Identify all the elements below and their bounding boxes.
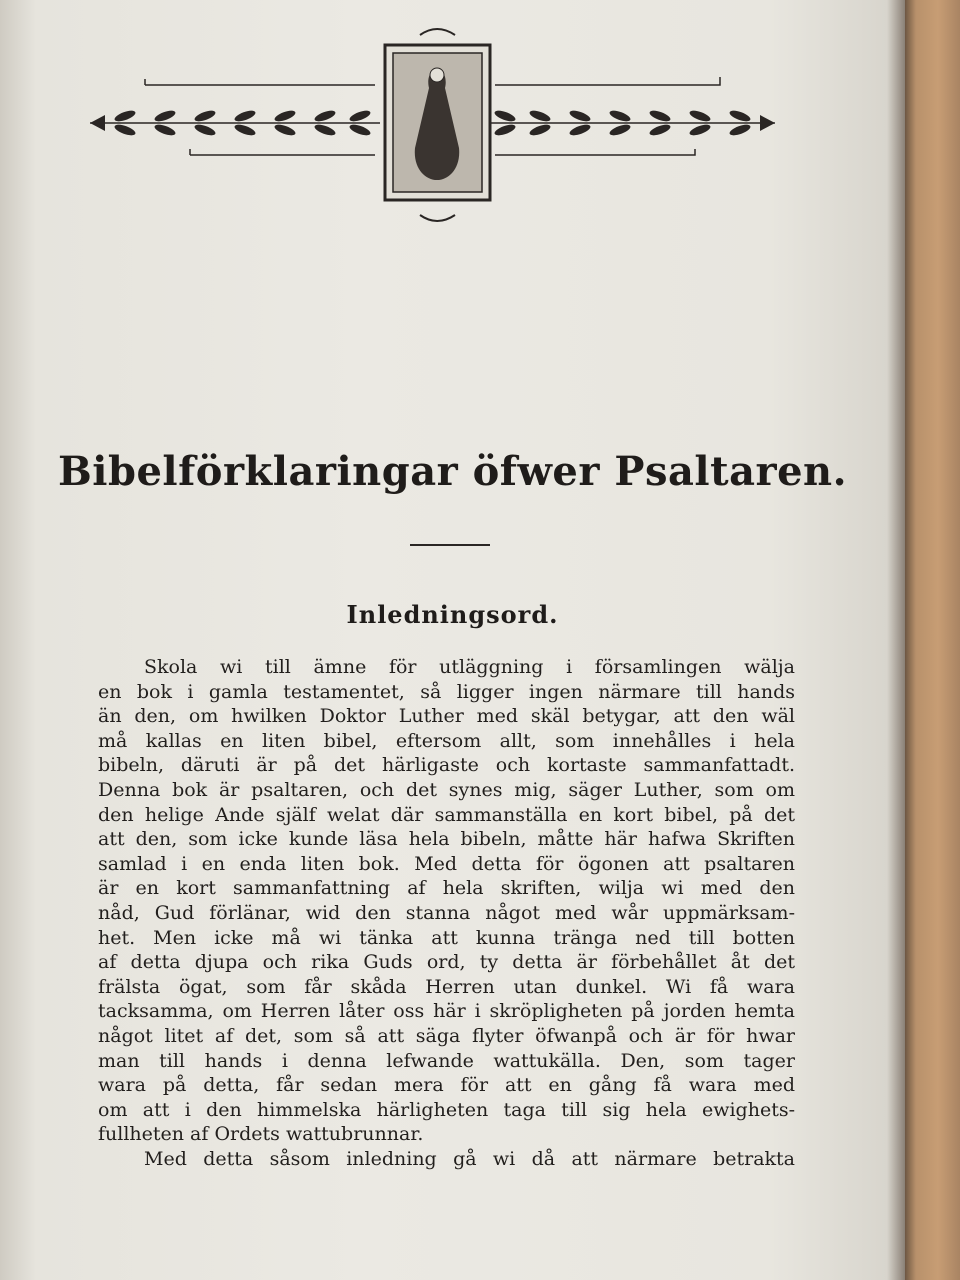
text-line: Skola wi till ämne för utläggning i församlingen wälja: [144, 656, 795, 678]
text-line: bibeln, däruti är på det härligaste och kortaste sammanfattadt.: [98, 754, 795, 777]
text-line: Med detta såsom inledning gå wi då att närmare betrakta: [144, 1147, 795, 1170]
section-heading: Inledningsord.: [346, 600, 559, 629]
text-line: samlad i en enda liten bok. Med detta för ögonen att psaltaren: [98, 852, 795, 875]
text-line: af detta djupa och rika Guds ord, ty detta är förbehållet åt det: [98, 951, 795, 974]
body-text: [98, 655, 795, 1171]
text-line: tacksamma, om Herren låter oss här i skröpligheten på jorden hemta: [98, 1000, 795, 1023]
text-line: het. Men icke må wi tänka att kunna tränga ned till botten: [98, 926, 795, 949]
text-line: fullheten af Ordets wattubrunnar.: [98, 1123, 424, 1146]
wooden-table-edge: [905, 0, 960, 1280]
text-line: frälsta ögat, som får skåda Herren utan dunkel. Wi få wara: [98, 975, 795, 998]
text-line: en bok i gamla testamentet, så ligger ingen närmare till hands: [98, 680, 795, 703]
page-title: Bibelförklaringar öfwer Psaltaren.: [57, 448, 848, 495]
text-line: är en kort sammanfattning af hela skriften, wilja wi med den: [98, 877, 795, 900]
text-line: nåd, Gud förlänar, wid den stanna något med wår uppmärksam-: [98, 901, 795, 924]
text-line: wara på detta, får sedan mera för att en gång få wara med: [98, 1074, 795, 1097]
title-divider: [410, 544, 490, 546]
text-line: må kallas en liten bibel, eftersom allt, som innehålles i hela: [98, 729, 795, 752]
text-line: att den, som icke kunde läsa hela bibeln, måtte här hafwa Skriften: [98, 828, 795, 851]
text-line: man till hands i denna lefwande wattukälla. Den, som tager: [98, 1049, 795, 1072]
ornament-header-icon: [85, 15, 780, 235]
text-line: något litet af det, som så att säga flyter öfwanpå och är för hwar: [98, 1024, 795, 1047]
text-line: den helige Ande själf welat där sammanställa en kort bibel, på det: [98, 803, 795, 826]
text-line: än den, om hwilken Doktor Luther med skäl betygar, att den wäl: [98, 705, 795, 728]
text-line: om att i den himmelska härligheten taga till sig hela ewighets-: [98, 1098, 795, 1121]
text-line: Denna bok är psaltaren, och det synes mig, säger Luther, som om: [98, 778, 795, 801]
